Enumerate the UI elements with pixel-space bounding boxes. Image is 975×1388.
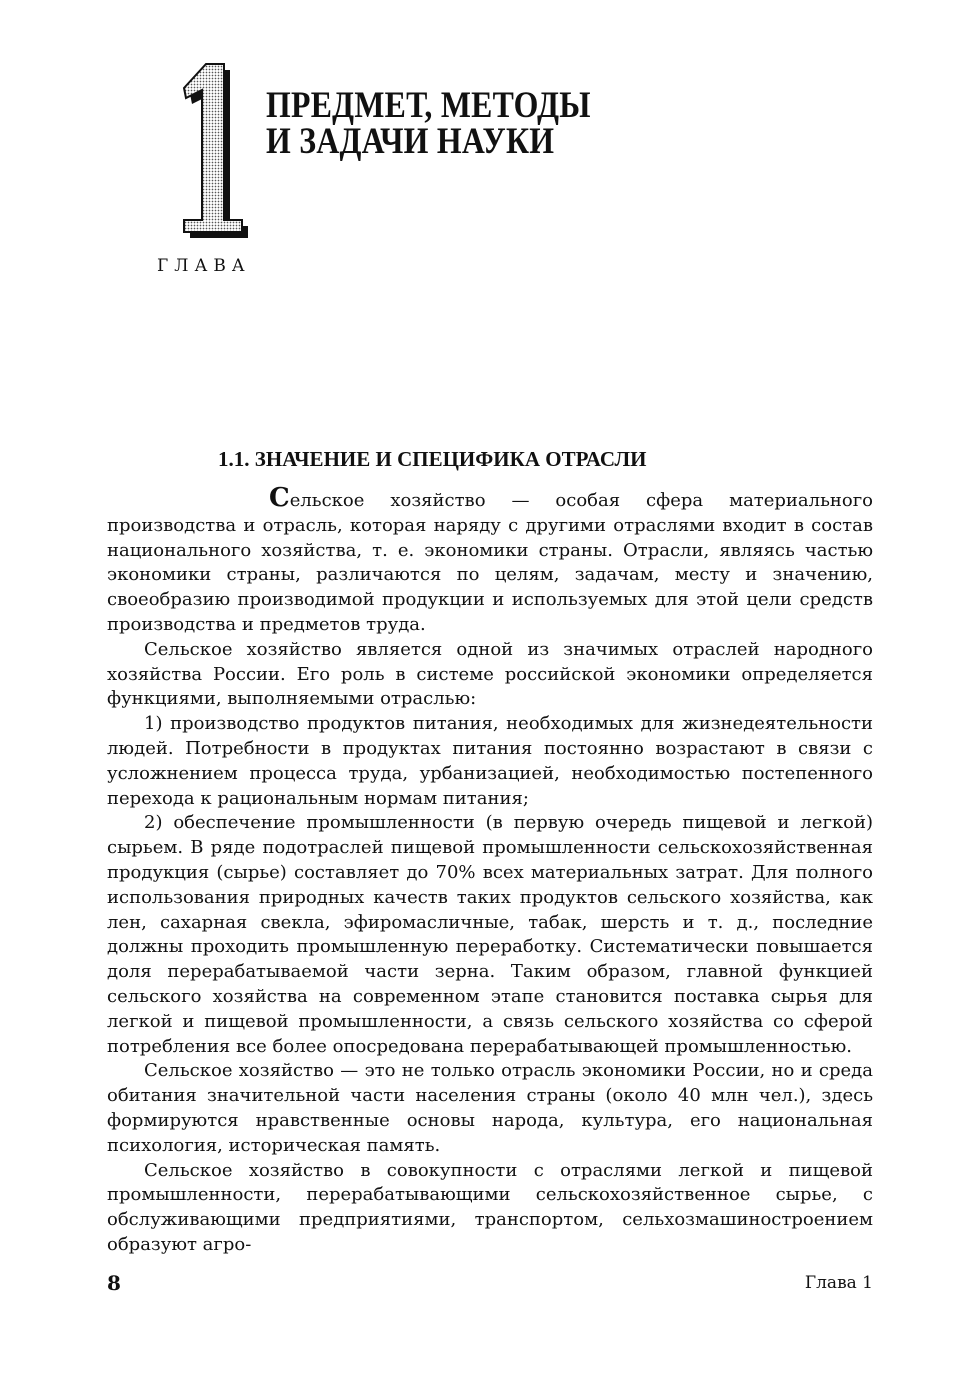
- paragraph: [107, 483, 873, 638]
- chapter-title-line-1: ПРЕДМЕТ, МЕТОДЫ: [266, 85, 591, 126]
- chapter-title: [266, 85, 591, 162]
- chapter-title-line-2: И ЗАДАЧИ НАУКИ: [266, 121, 555, 162]
- page-number: 8: [107, 1271, 121, 1295]
- paragraph-text: ельское хозяйство — особая сфера материального производства и отрасль, которая наряду с другими отраслями входит в состав национального хозяйства, т. е. экономики страны. Отрасли, являясь частью экономики страны, различаются по целям, задачам, месту и значению, своеобразию производимой продукции и используемых для этой цели средств производства и предметов труда.: [107, 490, 873, 635]
- drop-cap: С: [269, 483, 290, 513]
- paragraph: Сельское хозяйство — это не только отрасль экономики России, но и среда обитания значительной части населения страны (около 40 млн чел.), здесь формируются нравственные основы народа, культура, его национальная психология, историческая память.: [107, 1060, 873, 1156]
- chapter-number-glyph: [178, 62, 258, 242]
- chapter-number-graphic: [178, 62, 258, 242]
- paragraph: Сельское хозяйство является одной из значимых отраслей народного хозяйства России. Его роль в системе российской экономики определяется функциями, выполняемыми отраслью:: [107, 638, 873, 710]
- body-text: [107, 483, 873, 1258]
- chapter-label: ГЛАВА: [157, 256, 251, 276]
- running-footer: Глава 1: [804, 1273, 873, 1293]
- list-item: 2) обеспечение промышленности (в первую очередь пищевой и легкой) сырьем. В ряде подотраслей пищевой промышленности сельскохозяйственная продукция (сырье) составляет до 70% всех материальных затрат. Для полного использования природных качеств таких продуктов сельского хозяйства, как лен, сахарная свекла, эфиромасличные, табак, шерсть и т. д., последние должны проходить промышленную переработку. Систематически повышается доля перерабатываемой части зерна. Таким образом, главной функцией сельского хозяйства на современном этапе становится поставка сырья для легкой и пищевой промышленности, а связь сельского хозяйства со сферой потребления все более опосредована перерабатывающей промышленностью.: [107, 812, 873, 1057]
- section-heading: 1.1. ЗНАЧЕНИЕ И СПЕЦИФИКА ОТРАСЛИ: [218, 447, 647, 471]
- list-item: 1) производство продуктов питания, необходимых для жизнедеятельности людей. Потребности в продуктах питания постоянно возрастают в связи с усложнением процесса труда, урбанизацией, необходимостью постепенного перехода к рациональным нормам питания;: [107, 713, 873, 809]
- paragraph: Сельское хозяйство в совокупности с отраслями легкой и пищевой промышленности, перерабатывающими сельскохозяйственное сырье, с обслуживающими предприятиями, транспортом, сельхозмашиностроением образуют агро-: [107, 1159, 873, 1255]
